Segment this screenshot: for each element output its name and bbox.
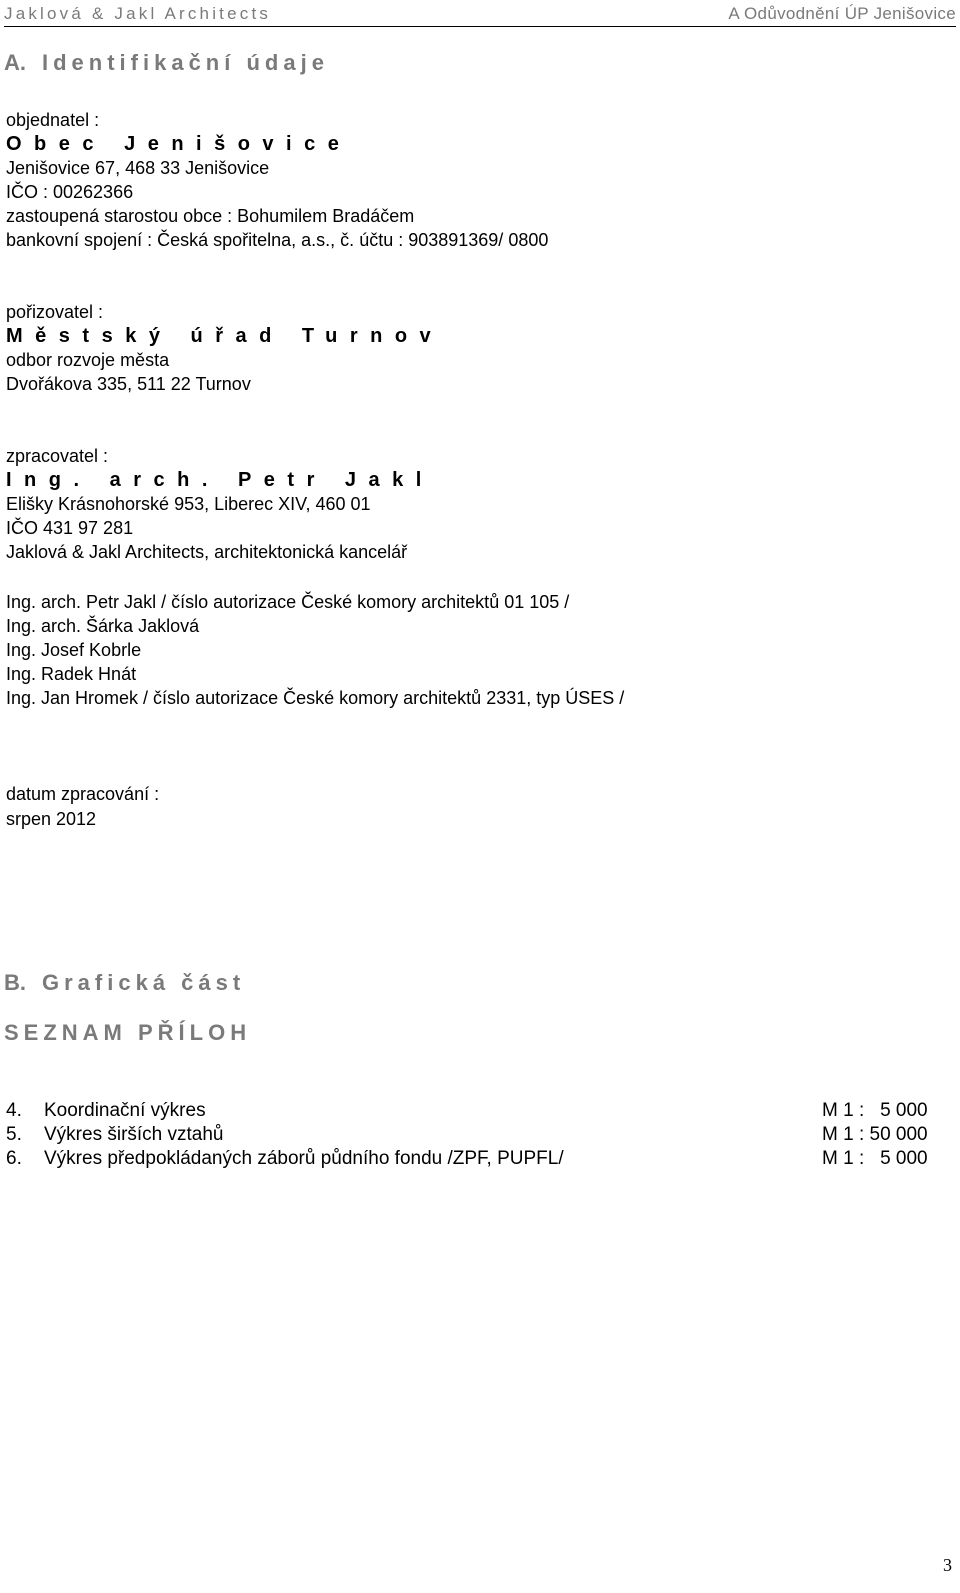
- section-b-title: Grafická část: [42, 970, 246, 995]
- attachments-list-title: SEZNAM PŘÍLOH: [4, 1020, 252, 1045]
- attachment-row: [6, 1148, 940, 1172]
- objednatel-representative: zastoupená starostou obce : Bohumilem Bradáčem: [6, 206, 415, 226]
- team-member: Ing. arch. Šárka Jaklová: [6, 616, 200, 636]
- section-a-heading: [4, 50, 329, 76]
- datum-label: datum zpracování :: [6, 784, 160, 804]
- team-member: Ing. Jan Hromek / číslo autorizace České komory architektů 2331, typ ÚSES /: [6, 688, 625, 708]
- attachment-row: [6, 1124, 940, 1148]
- attachments-list: [6, 1100, 940, 1172]
- porizovatel-department: odbor rozvoje města: [6, 350, 170, 370]
- attachment-scale: M 1 : 5 000: [822, 1148, 928, 1169]
- zpracovatel-ico: IČO 431 97 281: [6, 518, 134, 538]
- zpracovatel-address: Elišky Krásnohorské 953, Liberec XIV, 460 01: [6, 494, 371, 514]
- zpracovatel-name: Ing. arch. Petr Jakl: [6, 469, 434, 491]
- porizovatel-label: pořizovatel :: [6, 302, 104, 322]
- section-a-title: Identifikační údaje: [42, 50, 329, 75]
- attachment-scale: M 1 : 50 000: [822, 1124, 928, 1145]
- team-member: Ing. Radek Hnát: [6, 664, 137, 684]
- objednatel-name: Obec Jenišovice: [6, 133, 352, 155]
- objednatel-address: Jenišovice 67, 468 33 Jenišovice: [6, 158, 270, 178]
- section-b-heading: [4, 970, 245, 996]
- attachment-row: [6, 1100, 940, 1124]
- attachment-name: Koordinační výkres: [44, 1100, 206, 1121]
- attachment-scale: M 1 : 5 000: [822, 1100, 928, 1121]
- team-member: Ing. arch. Petr Jakl / číslo autorizace České komory architektů 01 105 /: [6, 592, 570, 612]
- objednatel-label: objednatel :: [6, 110, 100, 130]
- section-b-number: B.: [4, 970, 26, 995]
- datum-value: srpen 2012: [6, 809, 97, 829]
- header-office-name: Jaklová & Jakl Architects: [4, 4, 272, 23]
- objednatel-ico: IČO : 00262366: [6, 182, 134, 202]
- attachment-number: 5.: [6, 1124, 22, 1145]
- objednatel-bank: bankovní spojení : Česká spořitelna, a.s., č. účtu : 903891369/ 0800: [6, 230, 549, 250]
- team-member: Ing. Josef Kobrle: [6, 640, 142, 660]
- section-a-number: A.: [4, 50, 26, 75]
- porizovatel-address: Dvořákova 335, 511 22 Turnov: [6, 374, 251, 394]
- attachment-name: Výkres předpokládaných záborů půdního fondu /ZPF, PUPFL/: [44, 1148, 564, 1169]
- header-document-title: A Odůvodnění ÚP Jenišovice: [728, 4, 956, 23]
- attachment-name: Výkres širších vztahů: [44, 1124, 224, 1145]
- attachment-number: 6.: [6, 1148, 22, 1169]
- porizovatel-name: Městský úřad Turnov: [6, 325, 444, 347]
- zpracovatel-office: Jaklová & Jakl Architects, architektonická kancelář: [6, 542, 408, 562]
- page-number: 3: [943, 1555, 952, 1575]
- attachment-number: 4.: [6, 1100, 22, 1121]
- zpracovatel-label: zpracovatel :: [6, 446, 109, 466]
- page-header: [4, 2, 956, 27]
